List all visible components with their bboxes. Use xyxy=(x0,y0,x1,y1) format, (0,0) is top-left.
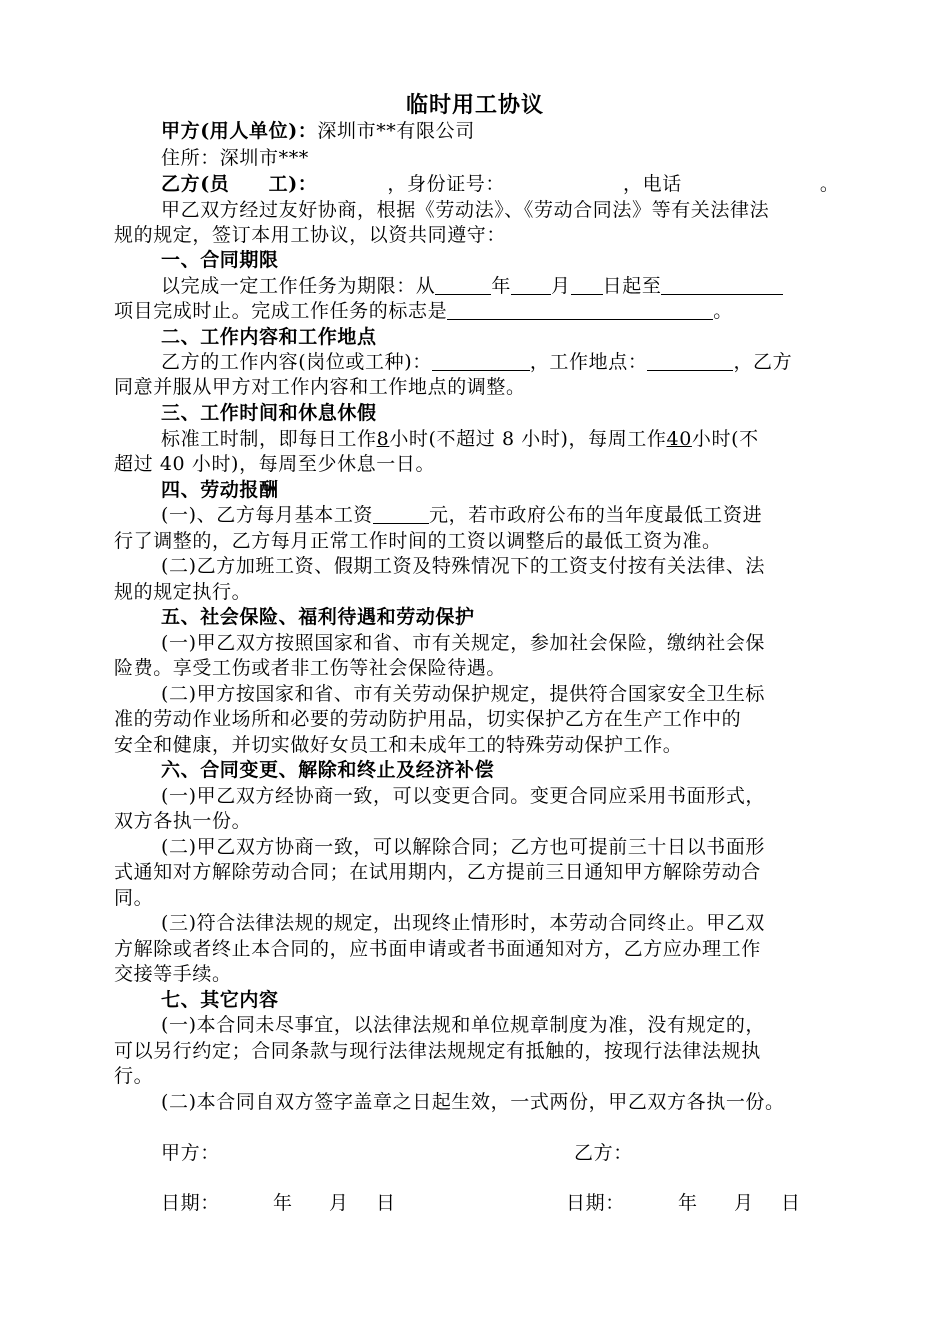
party-b-date-day: 日 xyxy=(781,1192,801,1214)
s1-month-label: 月 xyxy=(551,275,571,297)
s6-p2-line-1: (二)甲乙双方协商一致，可以解除合同；乙方也可提前三十日以书面形 xyxy=(161,836,766,858)
s5-p1-line-2: 险费。享受工伤或者非工伤等社会保险待遇。 xyxy=(114,657,507,679)
s3-text-b: 小时(不超过 8 小时)，每周工作 xyxy=(389,428,667,450)
s2-job-label: 乙方的工作内容(岗位或工种)： xyxy=(161,351,432,373)
work-location-blank[interactable] xyxy=(647,350,733,371)
s2-line-1 xyxy=(161,349,891,375)
base-salary-blank[interactable] xyxy=(373,503,429,524)
s1-completion-text: 项目完成时止。完成工作任务的标志是 xyxy=(114,300,448,322)
s6-p3-line-3: 交接等手续。 xyxy=(114,963,232,985)
party-a-signature-label: 甲方： xyxy=(161,1142,220,1164)
start-day-blank[interactable] xyxy=(571,274,603,295)
s6-p2-line-3: 同。 xyxy=(114,887,154,909)
address-line: 住所：深圳市*** xyxy=(161,147,309,169)
section-1-heading: 一、合同期限 xyxy=(161,249,279,271)
s1-line-end: 。 xyxy=(713,300,733,322)
s7-p2-line-1: (二)本合同自双方签字盖章之日起生效，一式两份，甲乙双方各执一份。 xyxy=(161,1091,785,1113)
s1-year-label: 年 xyxy=(491,275,512,297)
party-b-phone-label: ，电话 xyxy=(623,173,682,195)
section-6-heading: 六、合同变更、解除和终止及经济补偿 xyxy=(161,759,495,781)
party-a-date-day: 日 xyxy=(376,1192,396,1214)
section-4-heading: 四、劳动报酬 xyxy=(161,479,279,501)
section-7-heading: 七、其它内容 xyxy=(161,989,279,1011)
s4-p1-line-2: 行了调整的，乙方每月正常工作时间的工资以调整后的最低工资为准。 xyxy=(114,530,722,552)
start-year-blank[interactable] xyxy=(435,274,491,295)
s6-p1-line-1: (一)甲乙双方经协商一致，可以变更合同。变更合同应采用书面形式， xyxy=(161,785,766,807)
s7-p1-line-3: 行。 xyxy=(114,1065,154,1087)
weekly-hours-value: 40 xyxy=(666,428,692,450)
start-month-blank[interactable] xyxy=(511,274,551,295)
s2-line-tail: ，乙方 xyxy=(733,351,793,373)
job-content-blank[interactable] xyxy=(432,350,530,371)
party-a-label: 甲方(用人单位)： xyxy=(161,120,318,142)
intro-line-2: 规的规定，签订本用工协议，以资共同遵守： xyxy=(114,224,507,246)
party-a-line xyxy=(161,118,891,144)
document-title: 临时用工协议 xyxy=(405,92,544,118)
party-b-label: 乙方(员 工)： xyxy=(161,173,318,195)
s2-location-label: ，工作地点： xyxy=(529,351,648,373)
daily-hours-value: 8 xyxy=(376,428,390,450)
s5-p2-line-1: (二)甲方按国家和省、市有关劳动保护规定，提供符合国家安全卫生标 xyxy=(161,683,766,705)
party-b-date-month: 月 xyxy=(734,1192,754,1214)
s3-text-c: 小时(不 xyxy=(691,428,759,450)
s3-line-2: 超过 40 小时)，每周至少休息一日。 xyxy=(114,453,436,475)
s3-line-1 xyxy=(161,426,891,452)
party-a-date-year: 年 xyxy=(273,1192,293,1214)
s6-p3-line-1: (三)符合法律法规的规定，出现终止情形时，本劳动合同终止。甲乙双 xyxy=(161,912,766,934)
s6-p1-line-2: 双方各执一份。 xyxy=(114,810,252,832)
s4-p2-line-2: 规的规定执行。 xyxy=(114,581,252,603)
s4-salary-label: (一)、乙方每月基本工资 xyxy=(161,504,374,526)
s7-p1-line-2: 可以另行约定；合同条款与现行法律法规规定有抵触的，按现行法律法规执 xyxy=(114,1040,761,1062)
s1-line-2 xyxy=(114,298,844,324)
s1-text-a: 以完成一定工作任务为期限：从 xyxy=(161,275,436,297)
party-b-date-year: 年 xyxy=(678,1192,698,1214)
s3-text-a: 标准工时制，即每日工作 xyxy=(161,428,377,450)
s6-p2-line-2: 式通知对方解除劳动合同；在试用期内，乙方提前三日通知甲方解除劳动合 xyxy=(114,861,761,883)
completion-mark-blank[interactable] xyxy=(447,299,713,320)
section-2-heading: 二、工作内容和工作地点 xyxy=(161,326,377,348)
s4-p2-line-1: (二)乙方加班工资、假期工资及特殊情况下的工资支付按有关法律、法 xyxy=(161,555,766,577)
section-5-heading: 五、社会保险、福利待遇和劳动保护 xyxy=(161,606,475,628)
s1-day-label: 日起至 xyxy=(602,275,662,297)
party-a-date-month: 月 xyxy=(329,1192,349,1214)
party-b-signature-label: 乙方： xyxy=(574,1142,633,1164)
party-a-date-label: 日期： xyxy=(161,1192,220,1214)
end-date-blank[interactable] xyxy=(661,274,783,295)
s1-line-1 xyxy=(161,273,891,299)
section-3-heading: 三、工作时间和休息休假 xyxy=(161,402,377,424)
party-a-value: 深圳市**有限公司 xyxy=(317,120,475,142)
s7-p1-line-1: (一)本合同未尽事宜，以法律法规和单位规章制度为准，没有规定的， xyxy=(161,1014,766,1036)
s2-line-2: 同意并服从甲方对工作内容和工作地点的调整。 xyxy=(114,376,526,398)
s5-p2-line-2: 准的劳动作业场所和必要的劳动防护用品，切实保护乙方在生产工作中的 xyxy=(114,708,742,730)
party-b-end: 。 xyxy=(819,173,840,195)
party-b-id-label: ，身份证号： xyxy=(387,173,505,195)
s5-p2-line-3: 安全和健康，并切实做好女员工和未成年工的特殊劳动保护工作。 xyxy=(114,734,683,756)
s4-salary-tail: 元，若市政府公布的当年度最低工资进 xyxy=(429,504,763,526)
s5-p1-line-1: (一)甲乙双方按照国家和省、市有关规定，参加社会保险，缴纳社会保 xyxy=(161,632,766,654)
intro-line-1: 甲乙双方经过友好协商，根据《劳动法》、《劳动合同法》等有关法律法 xyxy=(161,199,770,221)
s6-p3-line-2: 方解除或者终止本合同的，应书面申请或者书面通知对方，乙方应办理工作 xyxy=(114,938,761,960)
s4-p1-line-1 xyxy=(161,502,891,528)
party-b-date-label: 日期： xyxy=(566,1192,625,1214)
party-b-line xyxy=(161,171,891,197)
